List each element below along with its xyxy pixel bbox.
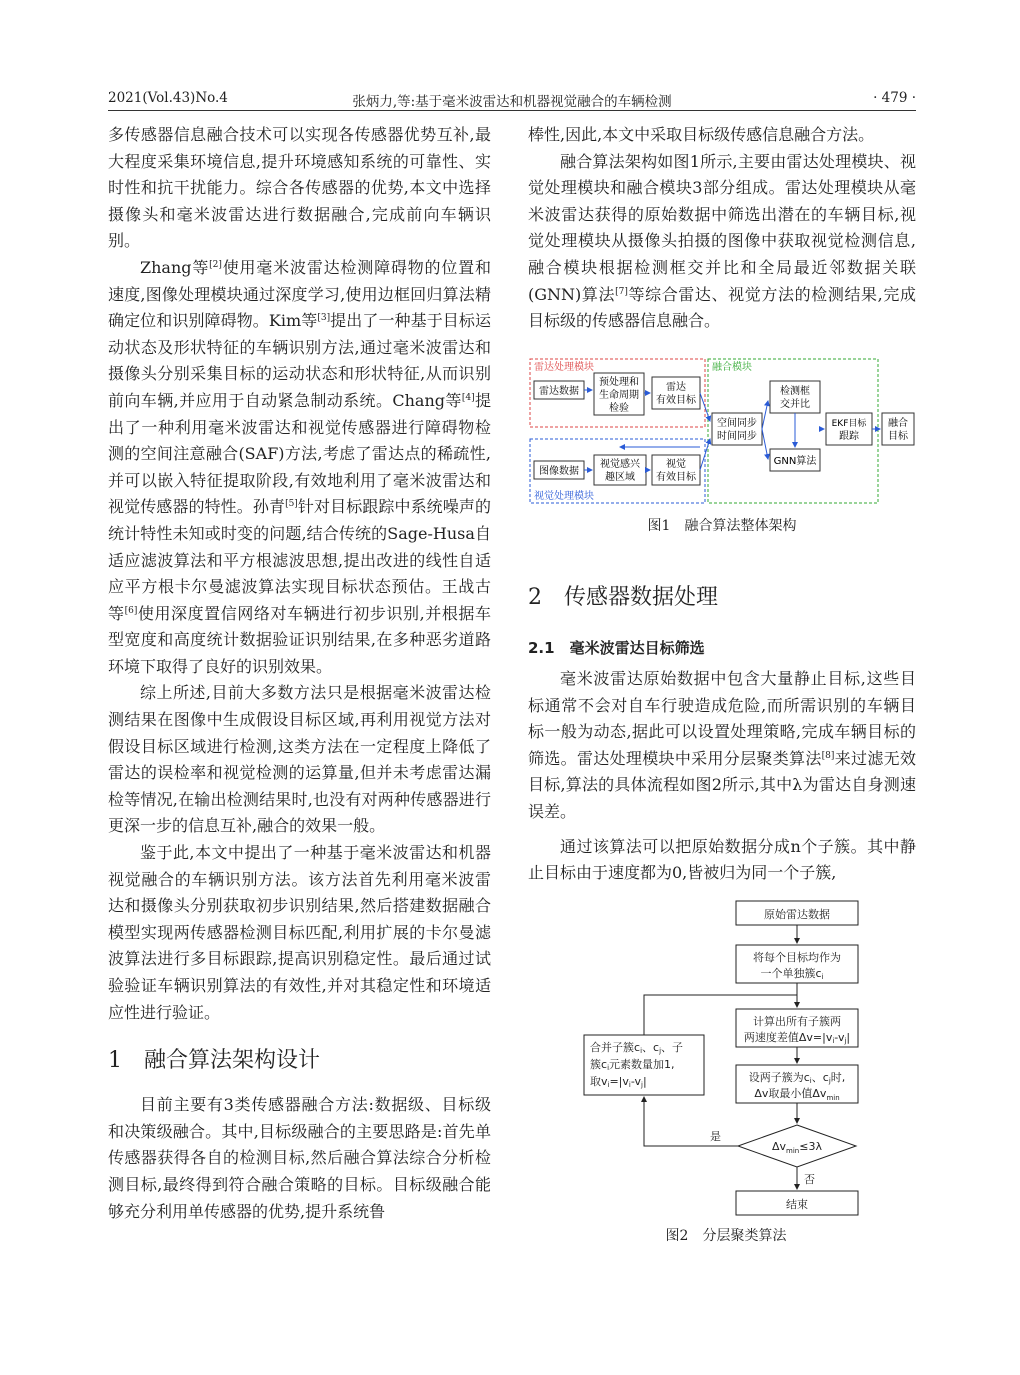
ekf-label: EKF目标 (831, 418, 867, 429)
fused-label: 目标 (888, 430, 908, 442)
radar-valid-label: 有效目标 (656, 394, 696, 406)
paragraph: 目前主要有3类传感器融合方法:数据级、目标级和决策级融合。其中,目标级融合的主要思路是:首先单传感器获得各自的检测目标,然后融合算法综合分析检测目标,最终得到符合融合策略的目标。目标级融合能够充分利用单传感器的优势,提升系统鲁 (108, 1095, 491, 1221)
radar-module-label: 雷达处理模块 (534, 361, 594, 373)
citation[interactable]: [4] (461, 392, 475, 403)
vision-valid-label: 视觉 (666, 458, 686, 470)
figure-1 (528, 351, 916, 519)
iou-label: 检测框 (780, 385, 810, 397)
paragraph (528, 149, 916, 335)
ekf-label: 跟踪 (839, 430, 859, 442)
condition-diamond (738, 1125, 856, 1167)
roi-label: 趣区域 (605, 471, 635, 483)
init-label: 一个单独簇ci (760, 966, 824, 981)
preprocess-label: 检验 (609, 402, 629, 414)
paragraph: 棒性,因此,本文中采取目标级传感信息融合方法。 (528, 125, 875, 144)
figure-2 (528, 897, 916, 1227)
article-title: 张炳力,等:基于毫米波雷达和机器视觉融合的车辆检测 (352, 94, 672, 110)
left-column (108, 122, 491, 1225)
yes-label: 是 (710, 1129, 721, 1143)
text: 使用深度置信网络对车辆进行初步识别,并根据车型宽度和高度统计数据验证识别结果,在多种恶劣道路环境下取得了良好的识别效果。 (108, 603, 491, 676)
text: Zhang等 (140, 257, 210, 277)
architecture-diagram (528, 351, 916, 511)
text: 针对目标跟踪中系统噪声的统计特性未知或时变的问题,结合传统的Sage-Husa自适应滤波算法和平方根滤波思想,提出改进的线性自适应平方根卡尔曼滤波算法实现目标状态预估。王战古等 (108, 497, 491, 623)
paragraph: 鉴于此,本文中提出了一种基于毫米波雷达和机器视觉融合的车辆识别方法。该方法首先利用毫米波雷达和摄像头分别获取初步识别结果,然后搭建数据融合模型实现两传感器检测目标匹配,利用扩展的卡尔曼滤波算法进行多目标跟踪,提高识别稳定性。最后通过试验验证车辆识别算法的有效性,并对其稳定性和环境适应性进行验证。 (108, 843, 491, 1022)
citation[interactable]: [5] (285, 499, 298, 510)
condition-label: $\Delta v_{min}\le 3\lambda$ (772, 1139, 822, 1155)
merge-label: 合并子簇ci、cj、子 (590, 1040, 684, 1055)
citation[interactable]: [2] (209, 259, 222, 270)
image-data-label: 图像数据 (539, 465, 579, 477)
end-label: 结束 (786, 1197, 808, 1211)
section-heading: 2 传感器数据处理 (528, 585, 718, 611)
paragraph: 综上所述,目前大多数方法只是根据毫米波雷达检测结果在图像中生成假设目标区域,再利用视觉方法对假设目标区域进行检测,这类方法在一定程度上降低了雷达的误检率和视觉检测的运算量,但并未考虑雷达漏检等情况,在输出检测结果时,也没有对两种传感器进行更深一步的信息互补,融合的效果一般。 (108, 683, 491, 836)
text: 等综合雷达、视觉方法的检测结果,完成目标级的传感器信息融合。 (528, 284, 916, 331)
merge-label: 取vi=|vi-vj| (590, 1074, 647, 1089)
min-label: 设两子簇为ci、cj时, (748, 1070, 846, 1085)
journal-issue: 2021(Vol.43)No.4 (108, 90, 228, 106)
vision-module-label: 视觉处理模块 (534, 490, 594, 502)
sync-label: 时间同步 (717, 430, 757, 442)
page-number: · 479 · (873, 90, 916, 106)
fused-label: 融合 (888, 417, 908, 429)
figure-2-caption: 图2 分层聚类算法 (665, 1227, 787, 1244)
iou-label: 交并比 (780, 398, 810, 410)
paragraph (108, 255, 491, 681)
radar-data-label: 雷达数据 (539, 385, 579, 397)
right-column (528, 122, 916, 1249)
text: 毫米波雷达原始数据中包含大量静止目标,这些目标通常不会对自车行驶造成危险,而所需识别的车辆目标一般为动态,据此可以设置处理策略,完成车辆目标的筛选。雷达处理模块中采用分层聚类算法 (528, 668, 916, 768)
gnn-label: GNN算法 (773, 455, 817, 467)
flowchart-labels (590, 907, 850, 1211)
subsection-heading: 2.1 毫米波雷达目标筛选 (528, 639, 705, 658)
citation[interactable]: [3] (317, 313, 331, 324)
roi-label: 视觉感兴 (600, 458, 640, 470)
raw-data-label: 原始雷达数据 (764, 907, 830, 921)
preprocess-label: 生命周期 (599, 389, 639, 401)
text: 提出了一种利用毫米波雷达和视觉传感器进行障碍物检测的空间注意融合(SAF)方法,考虑了雷达点的稀疏性,并可以嵌入特征提取阶段,有效地利用了毫米波雷达和视觉传感器的特性。孙青 (108, 390, 491, 517)
init-label: 将每个目标均作为 (753, 950, 841, 964)
paragraph: 通过该算法可以把原始数据分成n个子簇。其中静止目标由于速度都为0,皆被归为同一个子簇, (528, 836, 916, 883)
section-heading: 1 融合算法架构设计 (108, 1048, 320, 1074)
paragraph (528, 666, 916, 826)
text: 提出了一种基于目标运动状态及形状特征的车辆识别方法,通过毫米波雷达和摄像头分别采集目标的运动状态和形状特征,从而识别前向车辆,并应用于自动紧急制动系统。Chang等 (108, 311, 491, 410)
text: 来过滤无效目标,算法的具体流程如图2所示,其中λ为雷达自身测速误差。 (528, 748, 916, 821)
no-label: 否 (804, 1172, 815, 1186)
text: 使用毫米波雷达检测障碍物的位置和速度,图像处理模块通过深度学习,使用边框回归算法精确定位和识别障碍物。Kim等 (108, 257, 491, 331)
citation[interactable]: [7] (615, 286, 628, 297)
vision-valid-label: 有效目标 (656, 471, 696, 483)
calc-label: 计算出所有子簇两 (753, 1014, 841, 1028)
sync-label: 空间同步 (717, 417, 757, 429)
paragraph: 多传感器信息融合技术可以实现各传感器优势互补,最大程度采集环境信息,提升环境感知系统的可靠性、实时性和抗干扰能力。综合各传感器的优势,本文中选择摄像头和毫米波雷达进行数据融合,完成前向车辆识别。 (108, 125, 491, 251)
fusion-module-label: 融合模块 (712, 361, 752, 373)
merge-label: 簇ci元素数量加1, (590, 1057, 675, 1072)
figure-1-caption: 图1 融合算法整体架构 (647, 517, 797, 534)
text: 融合算法架构如图1所示,主要由雷达处理模块、视觉处理模块和融合模块3部分组成。雷达处理模块从毫米波雷达获得的原始数据中筛选出潜在的车辆目标,视觉处理模块从摄像头拍摄的图像中获取视觉检测信息,融合模块根据检测框交并比和全局最近邻数据关联(GNN)算法 (528, 151, 916, 304)
radar-valid-label: 雷达 (666, 381, 686, 393)
clustering-flowchart (528, 897, 916, 1225)
citation[interactable]: [6] (124, 605, 138, 616)
citation[interactable]: [8] (821, 750, 835, 761)
preprocess-label: 预处理和 (599, 376, 639, 388)
calc-label: 两速度差值Δv=|vi-vj| (743, 1030, 851, 1045)
running-header (108, 88, 916, 111)
min-label: Δv取最小值$\Delta v_{min}$ (754, 1086, 840, 1102)
